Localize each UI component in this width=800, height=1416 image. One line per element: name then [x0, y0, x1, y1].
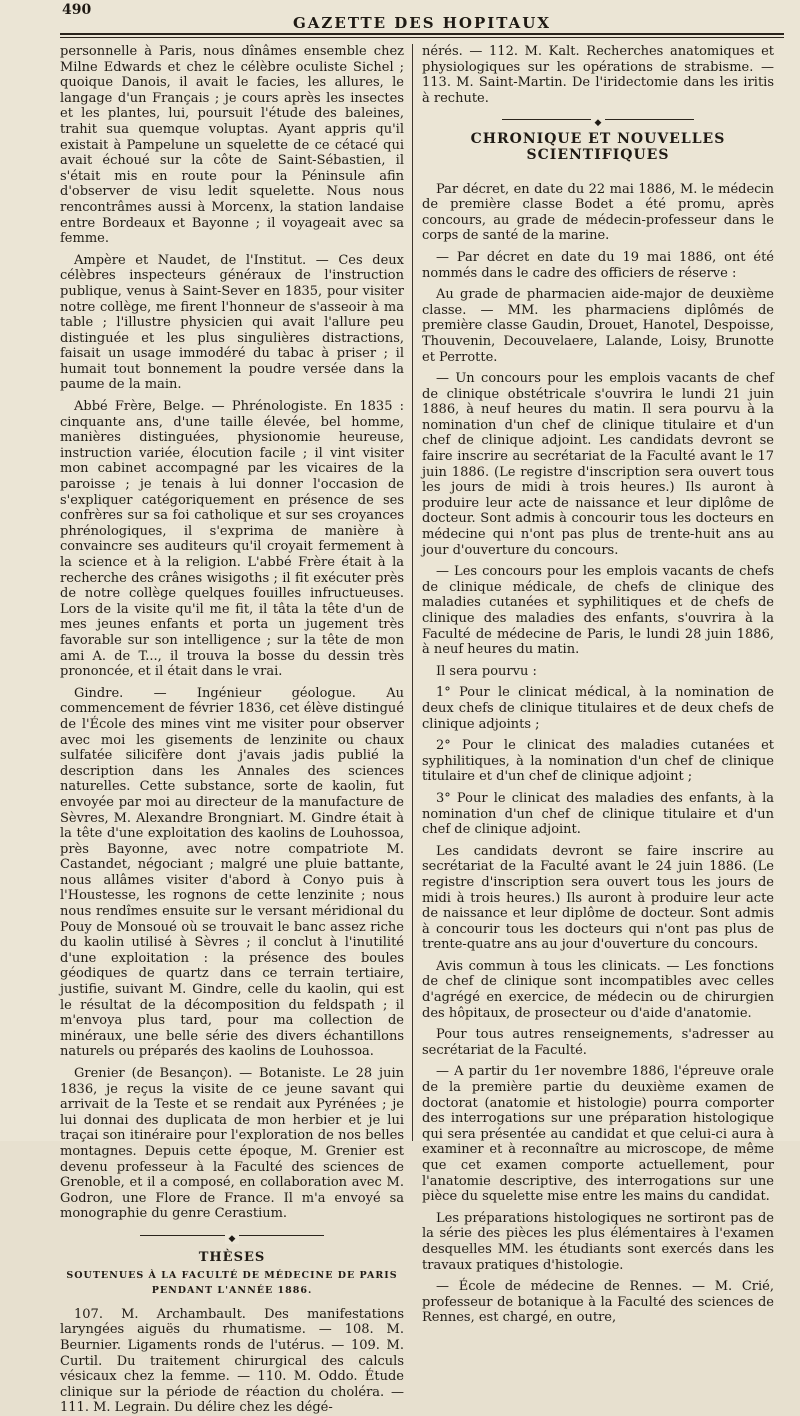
- right-column: [422, 44, 774, 1326]
- paragraph: Avis commun à tous les clinicats. — Les fonctions de chef de clinique sont incompatibles avec celles d'agrégé en exercice, de médecin ou de chirurgien des hôpitaux, de prosecteur ou d'aide d'anatomie.: [422, 958, 774, 1021]
- paragraph: — Les concours pour les emplois vacants de chefs de clinique médicale, de chefs de clinique des maladies cutanées et syphilitiques et de chefs de clinique des maladies des enfants, s'ouvrira à la Faculté de médecine de Paris, le lundi 28 juin 1886, à neuf heures du matin.: [422, 564, 774, 658]
- paragraph: — Par décret en date du 19 mai 1886, ont été nommés dans le cadre des officiers de réserve :: [422, 249, 774, 281]
- paragraph: Au grade de pharmacien aide-major de deuxième classe. — MM. les pharmaciens diplômés de première classe Gaudin, Drouet, Hanotel, Despoisse, Thouvenin, Decouvelaere, Lalande, Loisy, Brunotte et Perrotte.: [422, 287, 774, 365]
- paragraph: personnelle à Paris, nous dînâmes ensemble chez Milne Edwards et chez le célèbre oculiste Sichel ; quoique Danois, il avait le facies, les allures, le langage d'un Français ; je cours après les insectes et les plantes, lui, poursuit l'étude des baleines, trahit sua quemque voluptas. Ayant appris qu'il existait à Pampelune un squelette de ce cétacé qui avait échoué sur la côte de Saint-Sébastien, il s'était mis en route pour la Péninsule afin d'observer de visu ledit squelette. Nous nous rencontrâmes aussi à Morcenx, la station landaise entre Bordeaux et Bayonne ; il voyageait avec sa femme.: [60, 44, 404, 247]
- paragraph: Grenier (de Besançon). — Botaniste. Le 28 juin 1836, je reçus la visite de ce jeune savant qui arrivait de la Teste et se rendait aux Pyrénées ; je lui donnai des duplicata de mon herbier et je lui traçai son itinéraire pour l'exploration de nos belles montagnes. Depuis cette époque, M. Grenier est devenu professeur à la Faculté des sciences de Grenoble, et il a composé, en collaboration avec M. Godron, une Flore de France. Il m'a envoyé sa monographie du genre Cerastium.: [60, 1066, 404, 1222]
- paragraph: Gindre. — Ingénieur géologue. Au commencement de février 1836, cet élève distingué de l'École des mines vint me visiter pour observer avec moi les gisements de lenzinite ou chaux sulfatée silicifère dont j'avais jadis publié la description dans les Annales des sciences naturelles. Cette substance, sorte de kaolin, fut envoyée par moi au directeur de la manufacture de Sèvres, M. Alexandre Brongniart. M. Gindre était à la tête d'une exploitation des kaolins de Louhossoa, près Bayonne, avec notre compatriote M. Castandet, négociant ; malgré une pluie battante, nous allâmes visiter d'abord à Conyo puis à l'Houstesse, les rognons de cette lenzinite ; nous nous rendîmes ensuite sur le versant méridional du Pouy de Monsoué où se trouvait le banc assez riche du kaolin utilisé à Sèvres ; il conclut à l'inutilité d'une exploitation : la présence des boules géodiques de quartz dans ce terrain tertiaire, justifie, suivant M. Gindre, celle du kaolin, qui est le résultat de la décomposition du feldspath ; il m'envoya plus tard, pour ma collection de minéraux, une belle série des divers échantillons naturels ou préparés des kaolins de Louhossoa.: [60, 685, 404, 1060]
- paragraph: 1° Pour le clinicat médical, à la nomination de deux chefs de clinique titulaires et de deux chefs de clinique adjoints ;: [422, 685, 774, 732]
- paragraph: 2° Pour le clinicat des maladies cutanées et syphilitiques, à la nomination d'un chef de clinique titulaire et d'un chef de clinique adjoint ;: [422, 738, 774, 785]
- paragraph: Ampère et Naudet, de l'Institut. — Ces deux célèbres inspecteurs généraux de l'instruction publique, venus à Saint-Sever en 1835, pour visiter notre collège, me firent l'honneur de s'asseoir à ma table ; l'illustre physicien qui avait l'allure peu distinguée et les plus singulières distractions, faisait un usage immodéré du tabac à priser ; il humait tout bonnement la poudre versée dans la paume de la main.: [60, 252, 404, 393]
- theses-subheading-line: SOUTENUES À LA FACULTÉ DE MÉDECINE DE PARIS: [66, 1269, 398, 1281]
- theses-heading: THÈSES: [198, 1249, 266, 1265]
- paragraph: Les préparations histologiques ne sortiront pas de la série des pièces les plus élémentaires à l'examen desquelles MM. les étudiants sont exercés dans les travaux pratiques d'histologie.: [422, 1210, 774, 1273]
- running-title: GAZETTE DES HOPITAUX: [292, 14, 551, 32]
- column-divider: [412, 44, 413, 1141]
- paragraph: Abbé Frère, Belge. — Phrénologiste. En 1835 : cinquante ans, d'une taille élevée, bel homme, manières distinguées, physionomie heureuse, instruction variée, élocution facile ; il vint visiter mon cabinet accompagné par les vicaires de la paroisse ; je tenais à lui donner l'occasion de s'expliquer catégoriquement en présence de ses confrères sur sa foi catholique et sur ses croyances phrénologiques, il s'exprima de manière à convaincre ses auditeurs qu'il croyait fermement à la science et à la religion. L'abbé Frère était à la recherche des crânes wisigoths ; il fit exécuter près de notre collège quelques fouilles infructueuses. Lors de la visite qu'il me fit, il tâta la tête d'un de mes jeunes enfants et porta un jugement très favorable sur son intelligence ; sur la tête de mon ami A. de T..., il trouva la bosse du dessin très prononcée, et il était dans le vrai.: [60, 399, 404, 680]
- paragraph: Pour tous autres renseignements, s'adresser au secrétariat de la Faculté.: [422, 1027, 774, 1058]
- page-number: 490: [62, 2, 92, 18]
- header-rule: [60, 33, 784, 38]
- theses-subheading: [60, 1268, 404, 1299]
- ornament-divider: ◆: [60, 1230, 404, 1240]
- paragraph: Les candidats devront se faire inscrire au secrétariat de la Faculté avant le 24 juin 1886. (Le registre d'inscription sera ouvert tous les jours de midi à trois heures.) Ils auront à produire leur acte de naissance et leur diplôme de docteur. Sont admis à concourir tous les docteurs qui n'ont pas plus de trente-quatre ans au jour d'ouverture du concours.: [422, 843, 774, 953]
- paragraph: — École de médecine de Rennes. — M. Crié, professeur de botanique à la Faculté des sciences de Rennes, est chargé, en outre,: [422, 1279, 774, 1326]
- chronique-heading: CHRONIQUE ET NOUVELLES SCIENTIFIQUES: [470, 131, 726, 163]
- paragraph: — A partir du 1er novembre 1886, l'épreuve orale de la première partie du deuxième examen de doctorat (anatomie et histologie) pourra comporter des interrogations sur une préparation histologique qui sera présentée au candidat et que celui-ci aura à examiner et à reconnaître au microscope, de même que cet examen comporte actuellement, pour l'anatomie descriptive, des interrogations sur une pièce du squelette mise entre les mains du candidat.: [422, 1064, 774, 1205]
- paragraph: Il sera pourvu :: [436, 663, 537, 679]
- theses-subheading-line: PENDANT L'ANNÉE 1886.: [151, 1285, 313, 1297]
- paragraph: 3° Pour le clinicat des maladies des enfants, à la nomination d'un chef de clinique titulaire et d'un chef de clinique adjoint.: [422, 790, 774, 838]
- ornament-divider: ◆: [422, 114, 774, 124]
- paragraph: — Un concours pour les emplois vacants de chef de clinique obstétricale s'ouvrira le lundi 21 juin 1886, à neuf heures du matin. Il sera pourvu à la nomination d'un chef de clinique titulaire et d'un chef de clinique adjoint. Les candidats devront se faire inscrire au secrétariat de la Faculté avant le 17 juin 1886. (Le registre d'inscription sera ouvert tous les jours de midi à trois heures.) Ils auront à produire leur acte de naissance et leur diplôme de docteur. Sont admis à concourir tous les docteurs en médecine qui n'ont pas plus de trente-huit ans au jour d'ouverture du concours.: [422, 371, 774, 558]
- theses-list: 107. M. Archambault. Des manifestations laryngées aiguës du rhumatisme. — 108. M. Beurnier. Ligaments ronds de l'utérus. — 109. M. Curtil. Du traitement chirurgical des calculs vésicaux chez la femme. — 110. M. Oddo. Étude clinique sur la période de réaction du choléra. — 111. M. Legrain. Du délire chez les dégé-: [60, 1306, 404, 1416]
- paragraph: nérés. — 112. M. Kalt. Recherches anatomiques et physiologiques sur les opérations de strabisme. — 113. M. Saint-Martin. De l'iridectomie dans les iritis à rechute.: [422, 44, 774, 106]
- left-column: [60, 44, 404, 1416]
- paragraph: Par décret, en date du 22 mai 1886, M. le médecin de première classe Bodet a été promu, après concours, au grade de médecin-professeur dans le corps de santé de la marine.: [422, 181, 774, 244]
